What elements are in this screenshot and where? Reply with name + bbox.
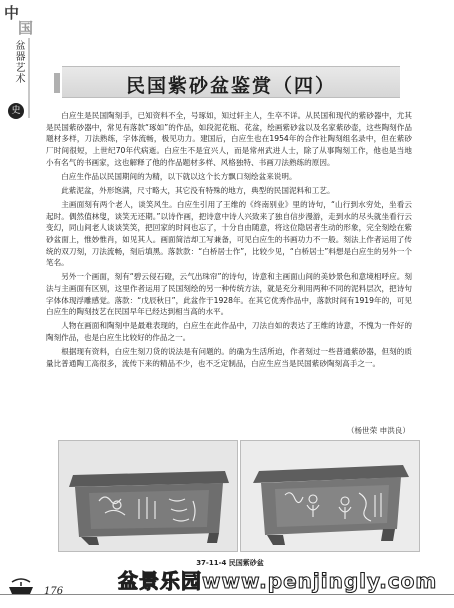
pot-front-illustration	[59, 441, 238, 552]
page-number: 176	[44, 586, 64, 597]
paragraph: 主画面刻有两个老人，谈笑风生。白应生引用了王维的《终南别业》里的诗句，“山行到水穷处，坐看云起时。偶然值林叟，谈笑无还期。”以诗作画，把诗意中诗人兴致来了独自信步漫游，走到水的尽头就坐看行云变幻，同山间老人谈谈笑笑，把回家的时间也忘了，十分自由随意，将这位隐居者生动的形象，完全刻绘在紫砂盆面上，惟妙惟肖，如见其人。画面简洁却工写兼备，可见白应生的书画功力不一般。刻法上作者运用了传统的双刀刻，刀法流畅，刻后填黑。落款款：“白桥居士作”，比较少见，“白桥居士”料想是白应生的另外一个笔名。	[46, 199, 412, 268]
logo-line-2: 国	[18, 19, 35, 37]
site-watermark: 盆景乐园www.penjingly.com	[118, 569, 438, 593]
paragraph: 人物在画面和陶刻中是最难表现的，白应生在此作品中，刀法自如的表达了王维的诗意，不愧为一件好的陶刻作品，也是白应生比较好的作品之一。	[46, 321, 412, 343]
masthead-banner	[4, 6, 44, 124]
banner-divider	[28, 38, 30, 118]
pot-photo-side	[240, 440, 420, 552]
paragraph: 此紫泥盆，外形饱满，尺寸略大，其它没有特殊的地方，典型的民国泥料和工艺。	[61, 185, 335, 195]
column-seal: 史	[8, 103, 24, 119]
logo-line-1: 中	[4, 4, 21, 22]
pot-photo-front	[58, 440, 238, 552]
pot-side-illustration	[241, 441, 420, 552]
paragraph: 根据现有资料，白应生刻刀货的说法是有问题的。的确为生活所迫，作者刻过一些普通紫砂器，但刻的质量比普通陶工高很多，流传下来的精品不少，也不乏定制品，白应生应当是民国紫砂陶刻高手之一。	[46, 347, 412, 368]
column-title: 盆器艺术	[13, 40, 24, 84]
article-author: （杨世荣 申洪良）	[346, 426, 410, 435]
article-body	[46, 110, 412, 372]
paragraph: 另外一个画面，刻有“碧云侵石磴，云气出珠帘”的诗句，诗意和主画面山间的美妙景色和意境相呼应。刻法与主画面有区别，这里作者运用了民国刻绘的另一种传统方法，就是充分利用两种不同的泥料层次，把诗句字体体现浮雕感觉。落款：“戊辰秋日”，此盆作于1928年。在其它优秀作品中，落款时间有1919年的，可见白应生的陶刻技艺在民国早年已经达到相当高的水平。	[46, 272, 412, 317]
paragraph: 白应生是民国陶刻手，已知资料不全，号琢如，知过轩主人，生卒不详。从民国和现代的紫砂器中，尤其是民国紫砂器中，常见有落款“琢如”的作品，如段泥花瓶、花盆，绘画紫砂盆以及名家紫砂壶，这些陶刻作品题材多样，刀法熟练，字体流畅，极见功力。建国后，白应生也在1954年的合作社陶刻组名录中，但在紫砂厂时间很短，上世纪70年代病逝。白应生不是宜兴人，而是常州武进人士，除了从事陶刻工作，他也是当地小有名气的书画家，这也解释了他的作品题材多样、风格独特、书画刀法熟练的原因。	[46, 111, 412, 167]
paragraph: 白应生作品以民国期间的为精，以下就以这个长方飘口刻绘盆来说明。	[61, 171, 297, 181]
title-band	[62, 66, 400, 98]
magazine-logo	[4, 6, 42, 36]
article-title: 民国紫砂盆鉴赏（四）	[125, 75, 336, 97]
figure-caption: 37-11-4 民国紫砂盆	[196, 559, 264, 567]
